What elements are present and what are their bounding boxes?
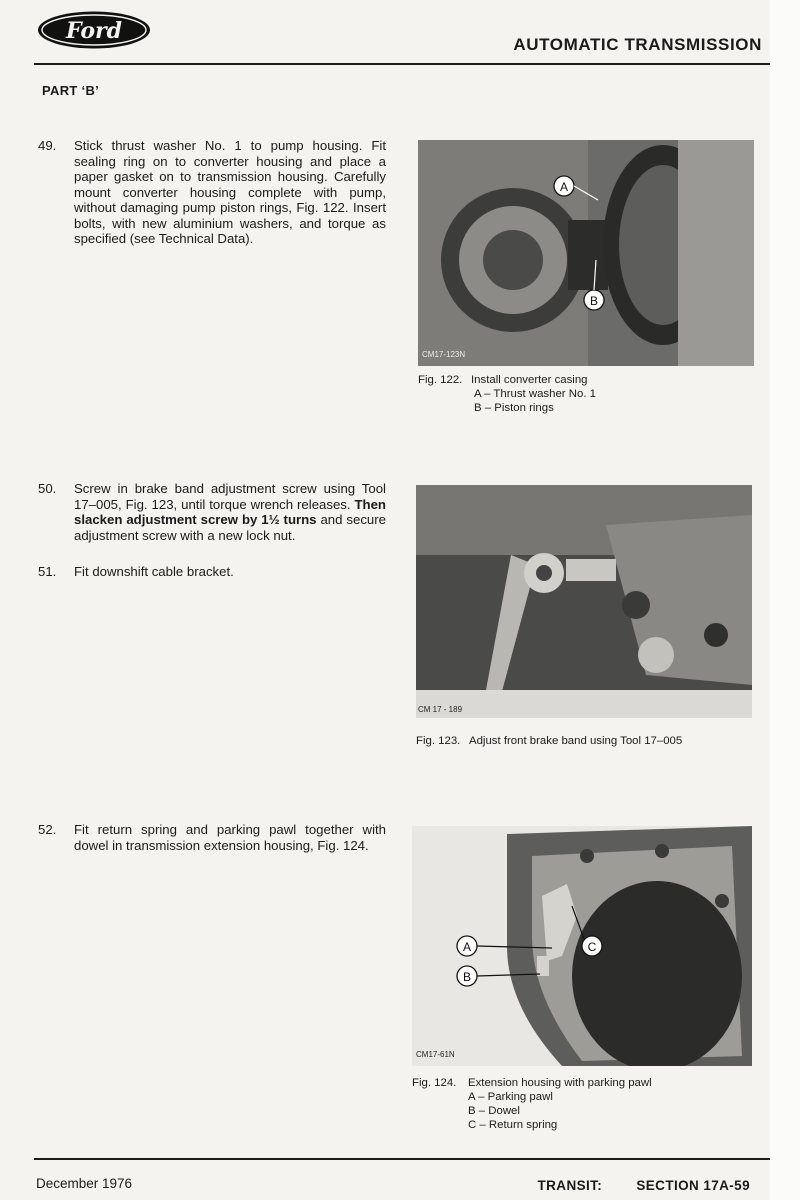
callout-b: B (462, 970, 472, 984)
legend-item: A – Thrust washer No. 1 (474, 388, 596, 400)
figure-number: Fig. 122. (418, 374, 463, 386)
figure-124-caption (412, 1076, 652, 1132)
legend-item: B – Dowel (468, 1105, 520, 1117)
callout-a: A (559, 180, 569, 194)
step-number: 51. (38, 564, 57, 579)
svg-text:Ford: Ford (65, 18, 123, 44)
step-50 (38, 481, 386, 543)
figure-number: Fig. 123. (416, 735, 461, 747)
caption-text: Adjust front brake band using Tool 17–005 (469, 735, 683, 747)
step-emphasis: Then slacken adjustment screw by 1½ turns (74, 496, 386, 527)
page-edge (770, 0, 800, 1200)
header-title: AUTOMATIC TRANSMISSION (513, 35, 762, 54)
footer-section (508, 1178, 751, 1193)
callout-c: C (587, 940, 597, 954)
legend-item: A – Parking pawl (468, 1091, 553, 1103)
callout-a: A (462, 940, 472, 954)
legend-item: C – Return spring (468, 1119, 558, 1131)
footer-section-number: SECTION 17A-59 (636, 1178, 750, 1193)
figure-122-photo (418, 140, 754, 366)
figure-code: CM 17 - 189 (418, 705, 463, 714)
caption-text: Install converter casing (471, 374, 588, 386)
header-rule (34, 63, 770, 65)
figure-123-caption (416, 734, 682, 748)
step-number: 50. (38, 481, 57, 496)
step-number: 52. (38, 822, 57, 837)
step-text: Fit return spring and parking pawl together with dowel in transmission extension housing, Fig. 124. (74, 822, 386, 853)
figure-122-caption (418, 373, 596, 415)
legend-item: B – Piston rings (474, 402, 554, 414)
ford-logo (36, 10, 152, 50)
footer-rule (34, 1158, 770, 1160)
step-49 (38, 138, 386, 247)
callout-b: B (589, 294, 599, 308)
footer-date: December 1976 (36, 1176, 133, 1191)
figure-code: CM17-123N (422, 350, 466, 359)
step-text: Stick thrust washer No. 1 to pump housing. Fit sealing ring on to converter housing and place a paper gasket on to transmission housing. Carefully mount converter housing complete with pump, without damaging pump piston rings, Fig. 122. Insert bolts, with new aluminium washers, and torque as specified (see Technical Data). (74, 138, 386, 246)
footer-model: TRANSIT: (537, 1178, 603, 1193)
figure-123-photo (416, 485, 752, 718)
step-52 (38, 822, 386, 853)
step-number: 49. (38, 138, 57, 153)
figure-124-photo (412, 826, 752, 1066)
step-text: Fit downshift cable bracket. (74, 564, 234, 579)
step-text: Screw in brake band adjustment screw using Tool 17–005, Fig. 123, until torque wrench releases. Then slacken adjustment screw by 1½ turns and secure adjustment screw with a new lock nut. (74, 481, 386, 543)
figure-code: CM17-61N (416, 1050, 455, 1059)
caption-text: Extension housing with parking pawl (468, 1077, 652, 1089)
step-51 (38, 564, 386, 580)
part-label: PART ‘B’ (42, 83, 100, 98)
figure-number: Fig. 124. (412, 1077, 457, 1089)
